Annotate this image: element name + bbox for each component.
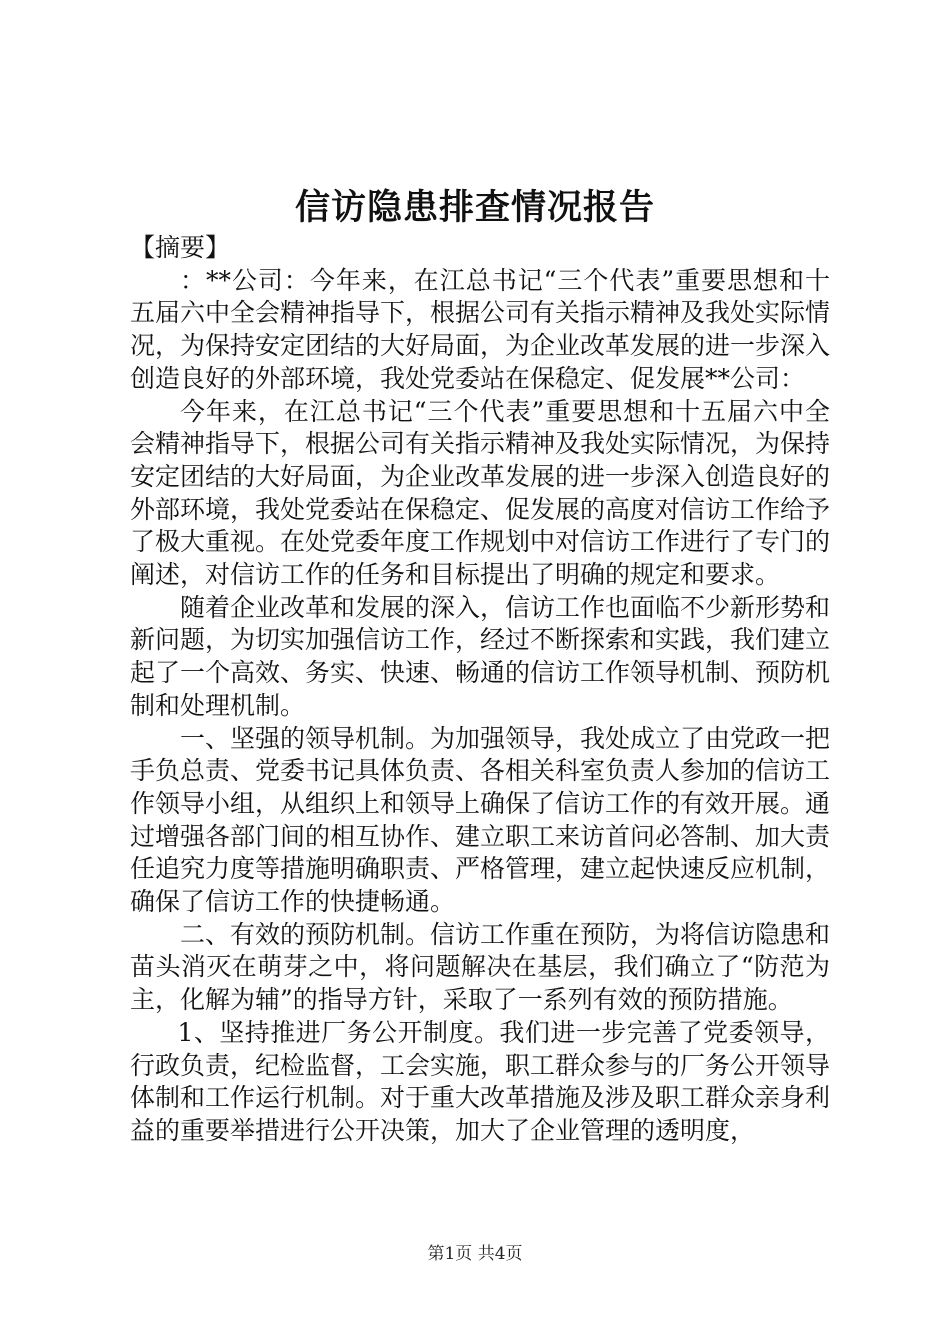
- document-title: 信访隐患排查情况报告: [294, 187, 655, 228]
- paragraph-factory-disclosure: 1、坚持推进厂务公开制度。我们进一步完善了党委领导，行政负责，纪检监督，工会实施，职工群众参与的厂务公开领导体制和工作运行机制。对于重大改革措施及涉及职工群众亲身利益的重要举措进行公开决策，加大了企业管理的透明度，: [130, 1017, 831, 1145]
- document-body: [130, 232, 830, 1148]
- page-footer: 第1页 共4页: [427, 1244, 523, 1264]
- paragraph-abstract: ：**公司：今年来，在江总书记“三个代表”重要思想和十五届六中全会精神指导下，根据公司有关指示精神及我处实际情况，为保持安定团结的大好局面，为企业改革发展的进一步深入创造良好的外部环境，我处党委站在保稳定、促发展**公司：: [130, 265, 831, 393]
- paragraph-intro: 今年来，在江总书记“三个代表”重要思想和十五届六中全会精神指导下，根据公司有关指示精神及我处实际情况，为保持安定团结的大好局面，为企业改革发展的进一步深入创造良好的外部环境，我处党委站在保稳定、促发展的高度对信访工作给予了极大重视。在处党委年度工作规划中对信访工作进行了专门的阐述，对信访工作的任务和目标提出了明确的规定和要求。: [130, 396, 831, 590]
- abstract-label: 【摘要】: [130, 233, 231, 262]
- paragraph-leadership-mechanism: 一、坚强的领导机制。为加强领导，我处成立了由党政一把手负总责、党委书记具体负责、各相关科室负责人参加的信访工作领导小组，从组织上和领导上确保了信访工作的有效开展。通过增强各部门间的相互协作、建立职工来访首问必答制、加大责任追究力度等措施明确职责、严格管理，建立起快速反应机制，确保了信访工作的快捷畅通。: [130, 723, 831, 917]
- paragraph-background: 随着企业改革和发展的深入，信访工作也面临不少新形势和新问题，为切实加强信访工作，经过不断探索和实践，我们建立起了一个高效、务实、快速、畅通的信访工作领导机制、预防机制和处理机制。: [130, 592, 831, 720]
- paragraph-prevention-mechanism: 二、有效的预防机制。信访工作重在预防，为将信访隐患和苗头消灭在萌芽之中，将问题解决在基层，我们确立了“防范为主，化解为辅”的指导方针，采取了一系列有效的预防措施。: [130, 919, 831, 1015]
